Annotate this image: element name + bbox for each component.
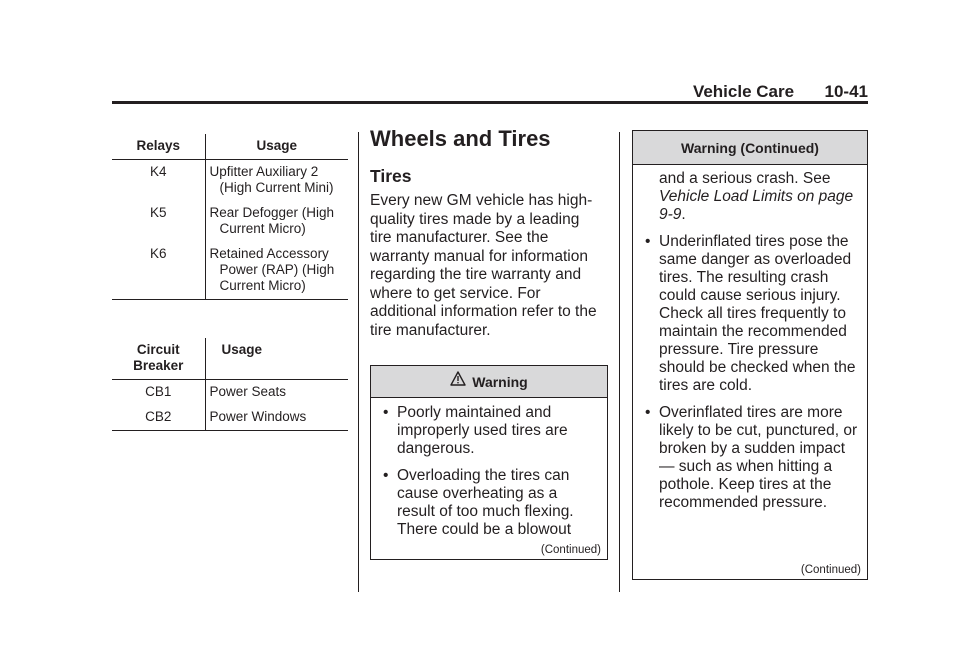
- warning-bullet: • Overloading the tires can cause overheating as a result of too much flexing. There could be a blowout: [383, 467, 574, 538]
- page-number: 10-41: [824, 82, 868, 101]
- warning-header: Warning (Continued): [633, 131, 867, 165]
- column-divider-left: [358, 132, 359, 592]
- relay-usage: Upfitter Auxiliary 2 (High Current Mini): [209, 164, 334, 195]
- section-heading: Wheels and Tires: [370, 126, 551, 151]
- warning-box: [370, 365, 608, 560]
- breaker-code: CB1: [112, 380, 205, 406]
- breaker-usage: Power Windows: [205, 405, 348, 431]
- warning-triangle-icon: [450, 365, 466, 397]
- column-header: Usage: [205, 134, 348, 160]
- column-header: Usage: [205, 338, 348, 380]
- table-row: [112, 405, 348, 431]
- column-divider-right: [619, 132, 620, 592]
- warning-box-continued: [632, 130, 868, 580]
- table-header-row: [112, 338, 348, 380]
- warning-header: [371, 366, 607, 398]
- breaker-usage: Power Seats: [209, 384, 287, 399]
- breaker-code: CB2: [112, 405, 205, 431]
- relay-code: K6: [112, 242, 205, 300]
- warning-title: Warning: [472, 374, 528, 390]
- header-rule: [112, 101, 868, 104]
- column-header: Relays: [112, 134, 205, 160]
- relay-code: K4: [112, 160, 205, 202]
- subsection-heading: Tires: [370, 166, 412, 186]
- cross-reference-link[interactable]: Vehicle Load Limits on page 9-9: [659, 188, 854, 223]
- table-row: [112, 380, 348, 406]
- warning-lead-text: and a serious crash. See Vehicle Load Limits on page 9-9.: [659, 170, 854, 223]
- warning-bullet: • Overinflated tires are more likely to be cut, punctured, or broken by a sudden impact — such as when hitting a pothole. Keep tires at the recommended pressure.: [645, 404, 858, 511]
- body-paragraph: Every new GM vehicle has high-quality tires made by a leading tire manufacturer. See the warranty manual for information regarding the tire warranty and where to get service. For additional information refer to the tire manufacturer.: [370, 192, 597, 339]
- relay-code: K5: [112, 201, 205, 242]
- table-header-row: [112, 134, 348, 160]
- relay-usage: Retained Accessory Power (RAP) (High Current Micro): [209, 246, 335, 293]
- section-title: Vehicle Care: [692, 82, 795, 101]
- warning-bullet: • Poorly maintained and improperly used tires are dangerous.: [383, 404, 568, 457]
- circuit-breaker-table: [112, 338, 348, 431]
- table-row: [112, 160, 348, 202]
- warning-bullet: • Underinflated tires pose the same danger as overloaded tires. The resulting crash could cause serious injury. Check all tires frequently to maintain the recommended pressure. Tire pressure should be checked when the tires are cold.: [645, 233, 856, 394]
- continued-note: (Continued): [800, 564, 861, 576]
- page-header: [112, 82, 868, 108]
- relay-usage: Rear Defogger (High Current Micro): [209, 205, 335, 236]
- relays-table: [112, 134, 348, 300]
- continued-note: (Continued): [540, 544, 601, 556]
- table-row: [112, 201, 348, 242]
- column-header: Circuit Breaker: [112, 338, 205, 380]
- table-row: [112, 242, 348, 300]
